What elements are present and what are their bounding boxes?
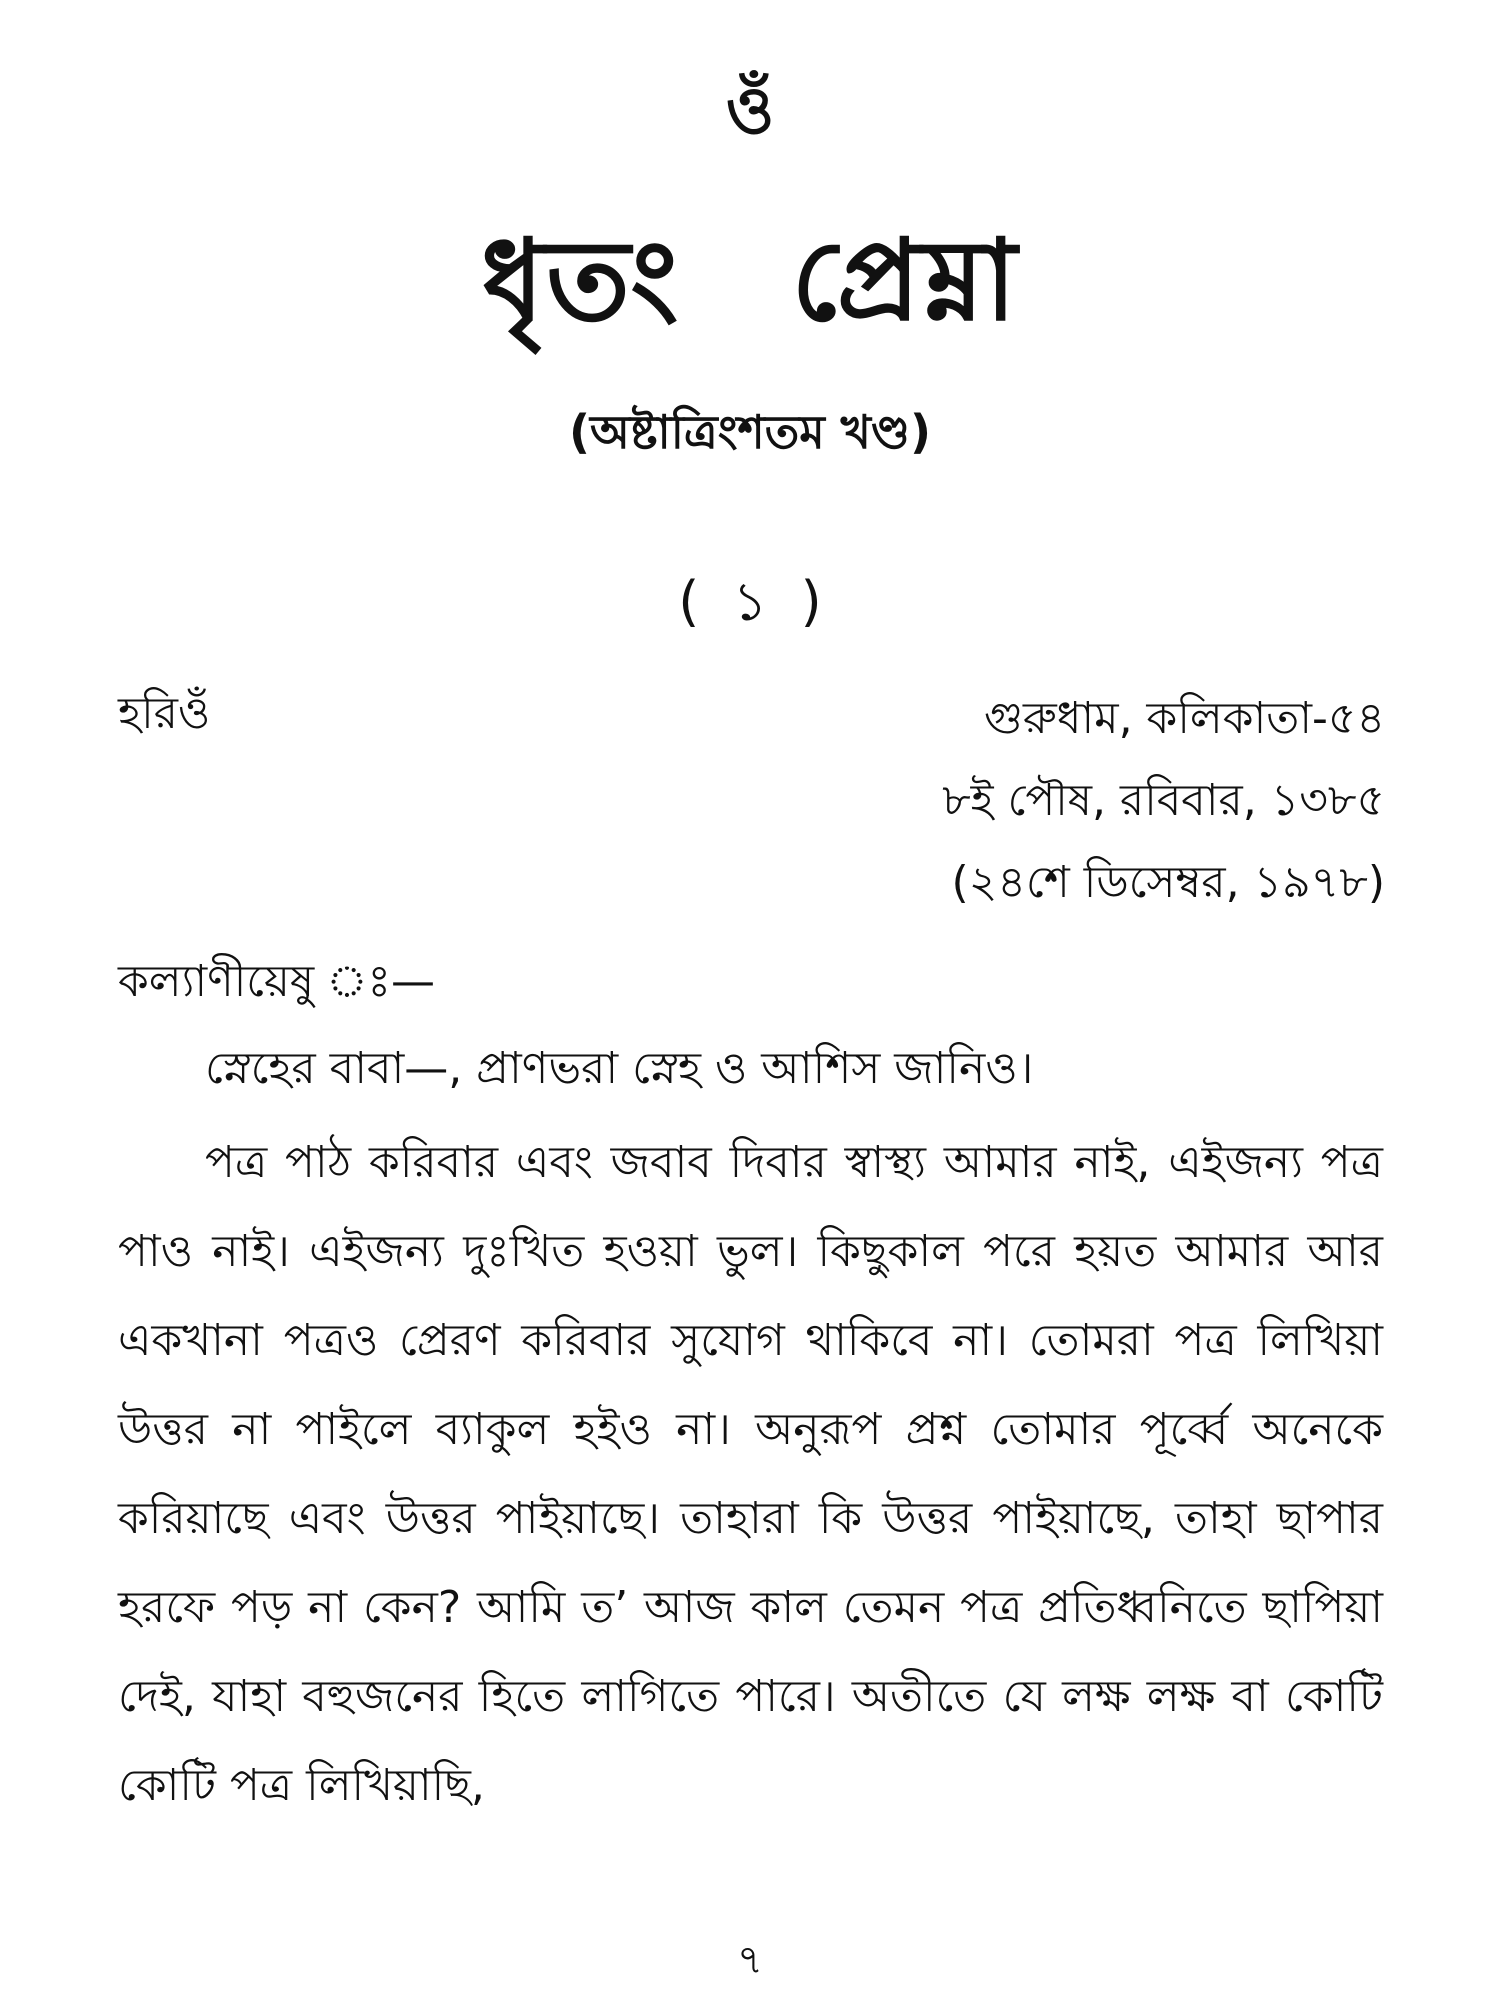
page-number: ৭ <box>736 1937 763 1983</box>
letter-number: ( ১ ) <box>678 570 822 633</box>
letter-salutation: কল্যাণীয়েষু ঃ— <box>118 956 435 1007</box>
letter-meta <box>942 678 1385 924</box>
letter-place: গুরুধাম, কলিকাতা-৫৪ <box>983 693 1385 744</box>
letter-date-bengali: ৮ই পৌষ, রবিবার, ১৩৮৫ <box>942 775 1385 826</box>
letter-date-english: (২৪শে ডিসেম্বর, ১৯৭৮) <box>951 857 1385 908</box>
om-symbol: ওঁ <box>725 72 775 149</box>
letter-greeting: স্নেহের বাবা—, প্রাণভরা স্নেহ ও আশিস জানিও। <box>205 1043 1034 1094</box>
book-title: ধৃতং প্রেম্না <box>481 216 1019 346</box>
letter-opening: হরিওঁ <box>118 688 211 739</box>
volume-label: (অষ্টাত্রিংশতম খণ্ড) <box>568 405 932 459</box>
letter-body: পত্র পাঠ করিবার এবং জবাব দিবার স্বাস্থ্য আমার নাই, এইজন্য পত্র পাও নাই। এইজন্য দুঃখিত হওয়া ভুল। কিছুকাল পরে হয়ত আমার আর একখানা পত্রও প্রেরণ করিবার সুযোগ থাকিবে না। তোমরা পত্র লিখিয়া উত্তর না পাইলে ব্যাকুল হইও না। অনুরূপ প্রশ্ন তোমার পূর্ব্বে অনেকে করিয়াছে এবং উত্তর পাইয়াছে। তাহারা কি উত্তর পাইয়াছে, তাহা ছাপার হরফে পড় না কেন? আমি ত’ আজ কাল তেমন পত্র প্রতিধ্বনিতে ছাপিয়া দেই, যাহা বহুজনের হিতে লাগিতে পারে। অতীতে যে লক্ষ লক্ষ বা কোটি কোটি পত্র লিখিয়াছি, <box>118 1137 1383 1811</box>
